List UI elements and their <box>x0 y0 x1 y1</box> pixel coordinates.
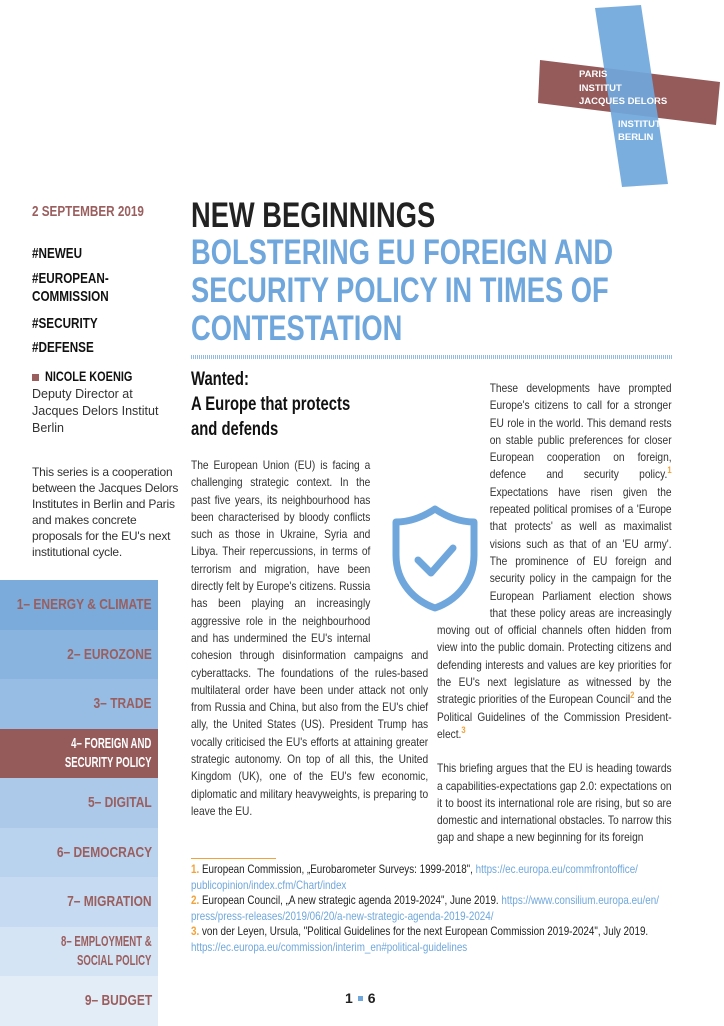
footnote-link[interactable]: https://ec.europa.eu/commfrontoffice/ <box>475 862 638 876</box>
author-institute: Jacques Delors Institut <box>32 404 159 418</box>
svg-text:INSTITUTE: INSTITUTE <box>618 119 668 130</box>
author-role: Deputy Director at <box>32 387 133 401</box>
nav-foreign-security-policy[interactable]: 4– FOREIGN AND SECURITY POLICY <box>0 729 158 779</box>
footnote-link[interactable]: press/press-releases/2019/06/20/a-new-strategic-agenda-2019-2024/ <box>191 908 494 923</box>
publication-date: 2 SEPTEMBER 2019 <box>32 203 144 220</box>
nav-digital[interactable]: 5– DIGITAL <box>0 778 158 828</box>
footnote-link[interactable]: https://www.consilium.europa.eu/en/ <box>501 893 659 907</box>
nav-democracy[interactable]: 6– DEMOCRACY <box>0 828 158 878</box>
series-nav <box>0 580 158 1026</box>
nav-budget[interactable]: 9– BUDGET <box>0 976 158 1026</box>
svg-text:INSTITUT: INSTITUT <box>579 83 622 94</box>
footnote-divider <box>191 858 276 859</box>
footnote-3: 3. von der Leyen, Ursula, "Political Guidelines for the next European Commission 2019-2024", July 2019. https://ec.europa.eu/commission/interim_en#political-guidelines <box>191 924 649 954</box>
page-number: 1 6 <box>345 990 376 1006</box>
footnote-link[interactable]: publicopinion/index.cfm/Chart/index <box>191 877 347 892</box>
tag-neweu[interactable]: #NEWEU <box>32 245 83 262</box>
svg-text:BERLIN: BERLIN <box>618 132 654 143</box>
tag-security[interactable]: #SECURITY <box>32 315 98 332</box>
author-name: NICOLE KOENIG <box>45 368 133 384</box>
nav-eurozone[interactable]: 2– EUROZONE <box>0 630 158 680</box>
body-column-right: These developments have prompted Europe's citizens to call for a stronger EU role in the world. This demand rests on stable public preferences for closer European cooperation on foreign, defence and security policy.$^1$ Expectations have risen given the repeated political promises of a 'Europe that protects' as well as maximalist visions such as that of an 'EU army'. The prominence of EU foreign and security policy in the campaign for the European Parliament election shows that these policy areas are increasingly moving out of official channels often hidden from view into the public domain. Protecting citizens and defending interests and values are key priorities for the EU's next legislature as witnessed by the strategic priorities of the European Council$^2$ and the Political Guidelines of the Commission President-elect.$^3$ This briefing argues that the EU is heading towards a capabilities-expectations gap 2.0: expectations on it to boost its international role are rising, but so are domestic and international obstacles. To narrow this gap and shape a new beginning for its foreign <box>437 381 672 845</box>
nav-energy-climate[interactable]: 1– ENERGY & CLIMATE <box>0 580 158 630</box>
title-divider <box>191 355 672 359</box>
tag-defense[interactable]: #DEFENSE <box>32 339 94 356</box>
nav-migration[interactable]: 7– MIGRATION <box>0 877 158 927</box>
shield-check-icon <box>390 503 480 613</box>
nav-employment-social-policy[interactable]: 8– EMPLOYMENT & SOCIAL POLICY <box>0 927 158 977</box>
footnotes <box>191 862 691 955</box>
section-heading: Wanted: A Europe that protects and defends <box>191 369 351 440</box>
author-block <box>32 368 158 437</box>
footnote-2: 2. European Council, „A new strategic agenda 2019-2024", June 2019. https://www.consilium.europa.eu/en/ press/press-releases/2019/06/20/a-new-strategic-agenda-2019-2024/ <box>191 893 659 923</box>
footnote-link[interactable]: https://ec.europa.eu/commission/interim_en#political-guidelines <box>191 939 468 954</box>
page-title: NEW BEGINNINGS BOLSTERING EU FOREIGN AND SECURITY POLICY IN TIMES OF CONTESTATION <box>191 196 614 348</box>
tag-european-commission[interactable]: #EUROPEAN- COMMISSION <box>32 270 109 305</box>
svg-text:JACQUES DELORS: JACQUES DELORS <box>579 96 668 107</box>
separator-square-icon <box>358 996 363 1001</box>
logo-paris: PARIS <box>579 69 608 80</box>
body-column-left: The European Union (EU) is facing a challenging strategic context. In the past five years, its neighbourhood has been characterised by bloody conflicts such as those in Ukraine, Syria and Libya. Their repercussions, in terms of terrorism and migration, have been directly felt by Europe's citizens. Russia has been playing an increasingly aggressive role in the neighbourhood and has undermined the EU's internal cohesion through disinformation campaigns and cyberattacks. The foundations of the rules-based multilateral order have been under attack not only from Russia and China, but also from the EU's chief ally, the United States (US). President Trump has vocally criticised the EU's efforts at attaining greater strategic autonomy. On top of all this, the United Kingdom (UK), one of the EU's few economic, diplomatic and military heavyweights, is preparing to leave the EU. <box>191 458 429 818</box>
author-city: Berlin <box>32 421 64 435</box>
square-bullet-icon <box>32 374 39 381</box>
nav-trade[interactable]: 3– TRADE <box>0 679 158 729</box>
footnote-1: 1. European Commission, „Eurobarometer Surveys: 1999-2018", https://ec.europa.eu/commfrontoffice/ publicopinion/index.cfm/Chart/index <box>191 862 638 892</box>
jacques-delors-logo <box>530 0 724 190</box>
series-note: This series is a cooperation between the Jacques Delors Institutes in Berlin and Paris and makes concrete proposals for the EU's next institutional cycle. <box>32 465 179 559</box>
